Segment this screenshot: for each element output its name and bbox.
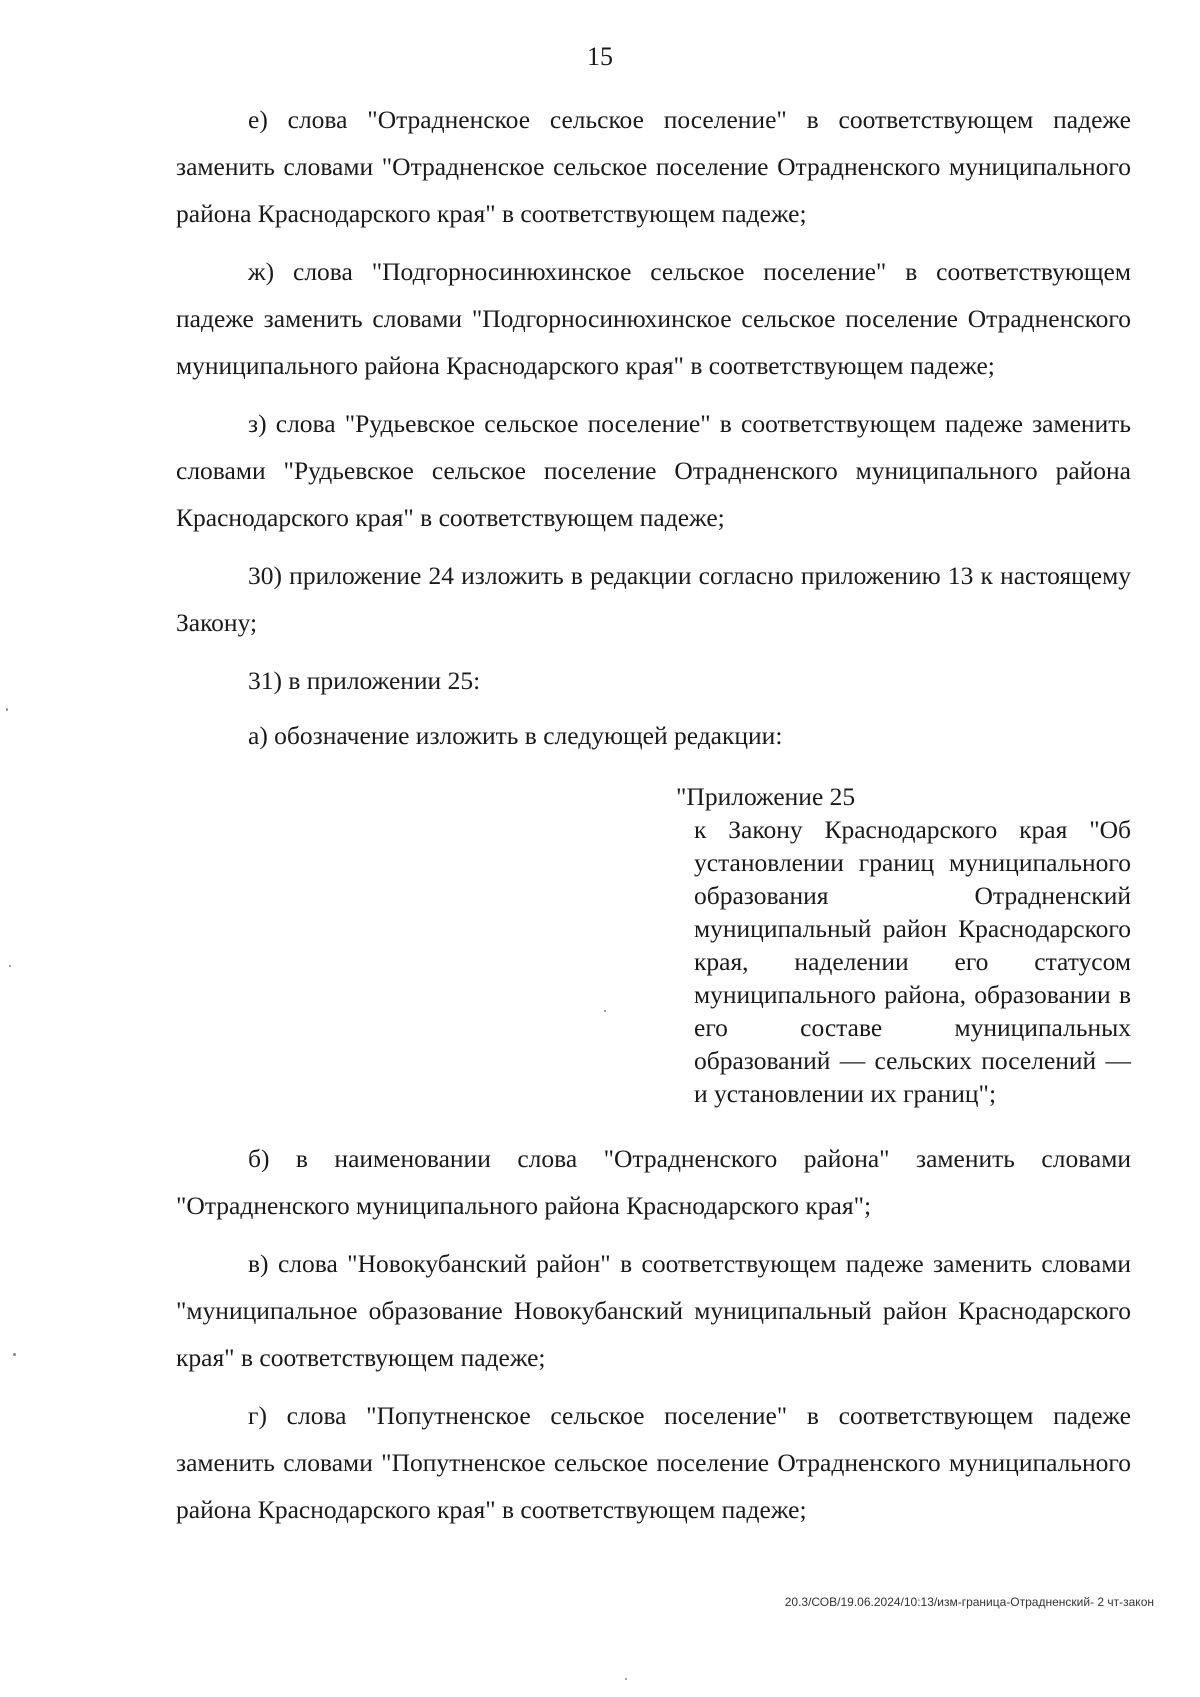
appendix-designation (676, 780, 1131, 1110)
document-body-lower (176, 1135, 1131, 1544)
scan-speck (13, 1353, 16, 1356)
scan-speck (625, 1678, 627, 1680)
scan-speck (6, 708, 8, 711)
paragraph-z: з) слова "Рудьевское сельское поселение" в соответствующем падеже заменить словами "Рудьевское сельское поселение Отрадненского муниципального района Краснодарского края" в соответствующем падеже; (176, 409, 1131, 532)
paragraph-item-30: 30) приложение 24 изложить в редакции согласно приложению 13 к настоящему Закону; (176, 561, 1131, 637)
paragraph-zh: ж) слова "Подгорносинюхинское сельское поселение" в соответствующем падеже заменить словами "Подгорносинюхинское сельское поселение Отрадненского муниципального района Краснодарского края" в соответствующем падеже; (176, 257, 1131, 380)
scan-speck (604, 1010, 606, 1012)
scan-speck (9, 965, 11, 967)
paragraph-item-31: 31) в приложении 25: (248, 666, 481, 695)
appendix-body: к Закону Краснодарского края "Об установлении границ муниципального образования Отрадненский муниципальный район Краснодарского края, наделении его статусом муниципального района, образовании в его составе муниципальных образований — сельских поселений — и установлении их границ"; (694, 815, 1131, 1108)
page-number: 15 (587, 42, 613, 71)
document-body-upper (176, 96, 1131, 767)
paragraph-g: г) слова "Попутненское сельское поселение" в соответствующем падеже заменить словами "Попутненское сельское поселение Отрадненского муниципального района Краснодарского края" в соответствующем падеже; (176, 1401, 1131, 1524)
paragraph-a: а) обозначение изложить в следующей редакции: (248, 721, 783, 750)
appendix-title: "Приложение 25 (676, 782, 856, 811)
paragraph-e: е) слова "Отрадненское сельское поселение" в соответствующем падеже заменить словами "Отрадненское сельское поселение Отрадненского муниципального района Краснодарского края" в соответствующем падеже; (176, 105, 1131, 228)
paragraph-b: б) в наименовании слова "Отрадненского района" заменить словами "Отрадненского муниципального района Краснодарского края"; (176, 1144, 1131, 1220)
document-reference-footer: 20.3/СОВ/19.06.2024/10:13/изм-граница-Отрадненский- 2 чт-закон (784, 1595, 1154, 1609)
paragraph-v: в) слова "Новокубанский район" в соответствующем падеже заменить словами "муниципальное образование Новокубанский муниципальный район Краснодарского края" в соответствующем падеже; (176, 1249, 1131, 1372)
